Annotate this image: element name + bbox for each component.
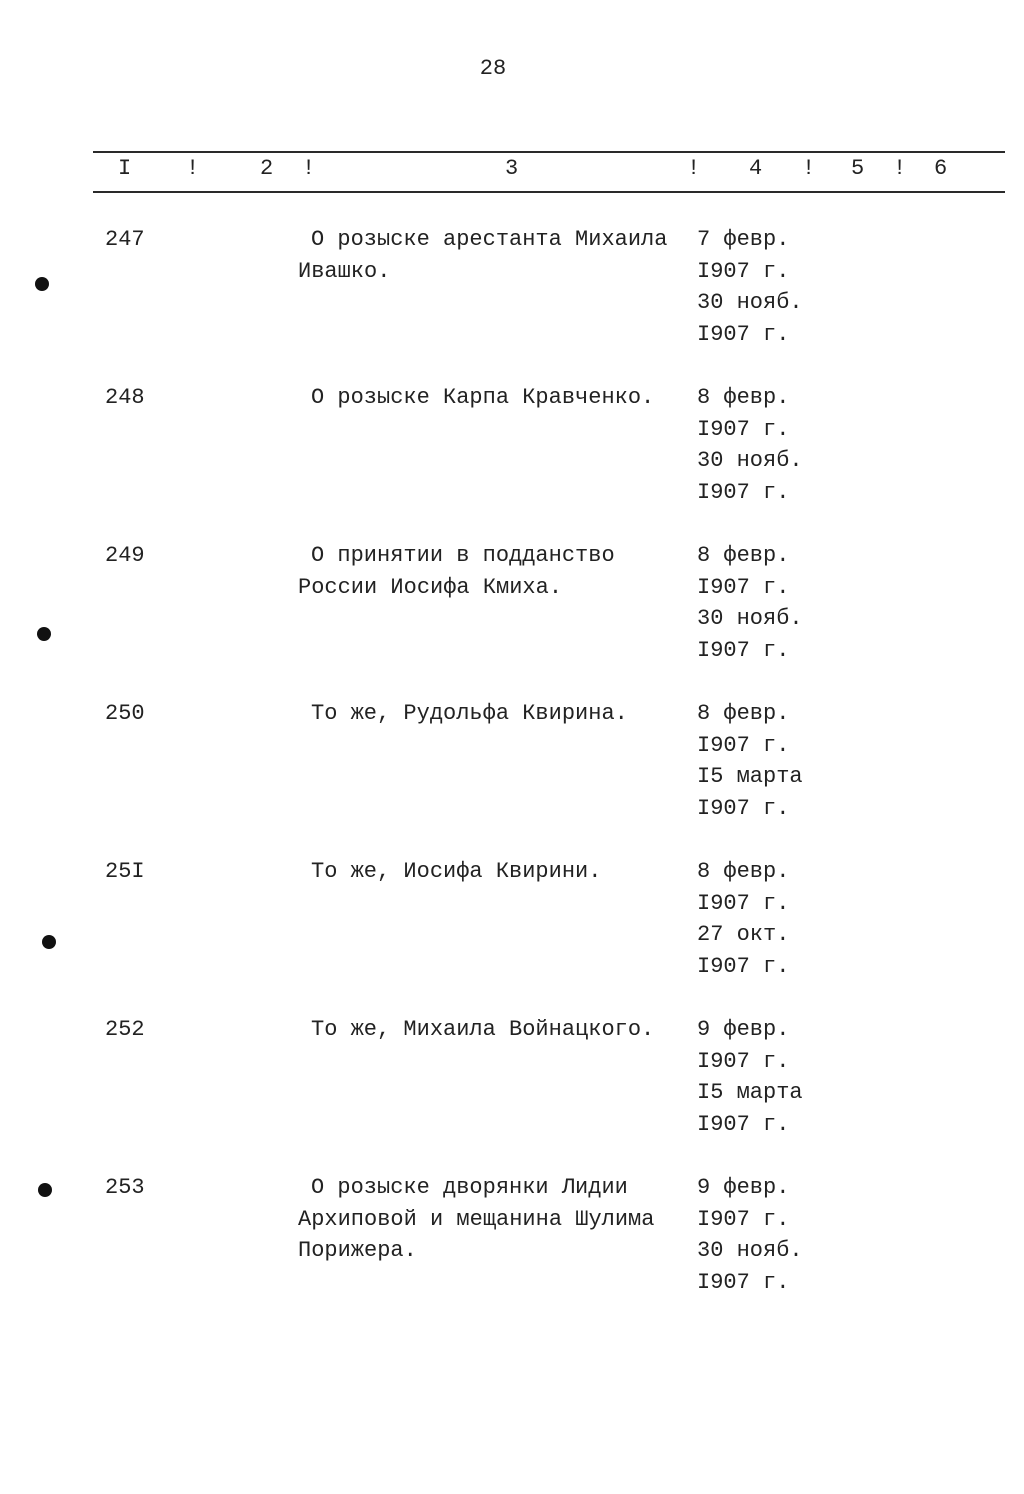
date-start-day: 9 февр.: [697, 1017, 790, 1042]
table-row: [0, 856, 1024, 986]
row-title: О розыске арестанта Михаила Ивашко.: [298, 227, 681, 284]
row-dates: [697, 698, 803, 824]
date-start-year: I907 г.: [697, 890, 790, 916]
binding-hole-icon: [42, 935, 56, 949]
date-start-day: 8 февр.: [697, 859, 790, 884]
row-title: То же, Рудольфа Квирина.: [311, 701, 628, 726]
row-dates: [697, 540, 803, 666]
table-row: [0, 1172, 1024, 1302]
row-title: То же, Михаила Войнацкого.: [311, 1017, 655, 1042]
date-end-day: 30 нояб.: [697, 606, 803, 631]
binding-hole-icon: [37, 627, 51, 641]
column-header-2: 2: [260, 156, 274, 181]
date-end-day: 30 нояб.: [697, 290, 803, 315]
table-row: [0, 382, 1024, 512]
column-separator: !: [186, 156, 200, 181]
date-end-year: I907 г.: [697, 479, 790, 505]
table-row: [0, 224, 1024, 354]
row-dates: [697, 1014, 803, 1140]
date-start-day: 9 февр.: [697, 1175, 790, 1200]
date-start-year: I907 г.: [697, 258, 790, 284]
row-dates: [697, 224, 803, 350]
row-title: О розыске Карпа Кравченко.: [311, 385, 655, 410]
binding-hole-icon: [38, 1183, 52, 1197]
date-end-year: I907 г.: [697, 953, 790, 979]
date-end-year: I907 г.: [697, 1269, 790, 1295]
column-header-5: 5: [851, 156, 865, 181]
row-title: О розыске дворянки Лидии Архиповой и мещанина Шулима Порижера.: [298, 1175, 668, 1263]
row-dates: [697, 856, 789, 982]
date-start-day: 8 февр.: [697, 385, 790, 410]
date-start-day: 8 февр.: [697, 543, 790, 568]
date-end-day: 27 окт.: [697, 922, 790, 947]
date-start-day: 7 февр.: [697, 227, 790, 252]
column-separator: !: [802, 156, 816, 181]
date-end-day: I5 марта: [697, 764, 803, 789]
date-start-year: I907 г.: [697, 574, 790, 600]
column-header-4: 4: [749, 156, 763, 181]
date-end-year: I907 г.: [697, 637, 790, 663]
row-number: 249: [105, 543, 145, 568]
date-end-day: I5 марта: [697, 1080, 803, 1105]
table-row: [0, 698, 1024, 828]
date-start-year: I907 г.: [697, 1206, 790, 1232]
column-header-6: 6: [934, 156, 948, 181]
date-start-day: 8 февр.: [697, 701, 790, 726]
row-number: 248: [105, 385, 145, 410]
row-title: О принятии в подданство России Иосифа Кмиха.: [298, 543, 628, 600]
row-number: 250: [105, 701, 145, 726]
date-end-year: I907 г.: [697, 321, 790, 347]
column-separator: !: [687, 156, 701, 181]
date-end-year: I907 г.: [697, 795, 790, 821]
column-separator: !: [302, 156, 316, 181]
table-row: [0, 540, 1024, 670]
date-start-year: I907 г.: [697, 732, 790, 758]
row-dates: [697, 382, 803, 508]
row-title: То же, Иосифа Квирини.: [311, 859, 602, 884]
date-end-day: 30 нояб.: [697, 448, 803, 473]
header-rule-bottom: [93, 191, 1005, 193]
page-number: 28: [479, 56, 507, 81]
row-number: 252: [105, 1017, 145, 1042]
column-header-1: I: [118, 156, 132, 181]
date-end-day: 30 нояб.: [697, 1238, 803, 1263]
table-row: [0, 1014, 1024, 1144]
row-dates: [697, 1172, 803, 1298]
header-rule-top: [93, 151, 1005, 153]
column-separator: !: [893, 156, 907, 181]
column-header-3: 3: [505, 156, 519, 181]
row-number: 25I: [105, 859, 145, 884]
row-number: 253: [105, 1175, 145, 1200]
row-number: 247: [105, 227, 145, 252]
date-start-year: I907 г.: [697, 1048, 790, 1074]
binding-hole-icon: [35, 277, 49, 291]
date-start-year: I907 г.: [697, 416, 790, 442]
date-end-year: I907 г.: [697, 1111, 790, 1137]
